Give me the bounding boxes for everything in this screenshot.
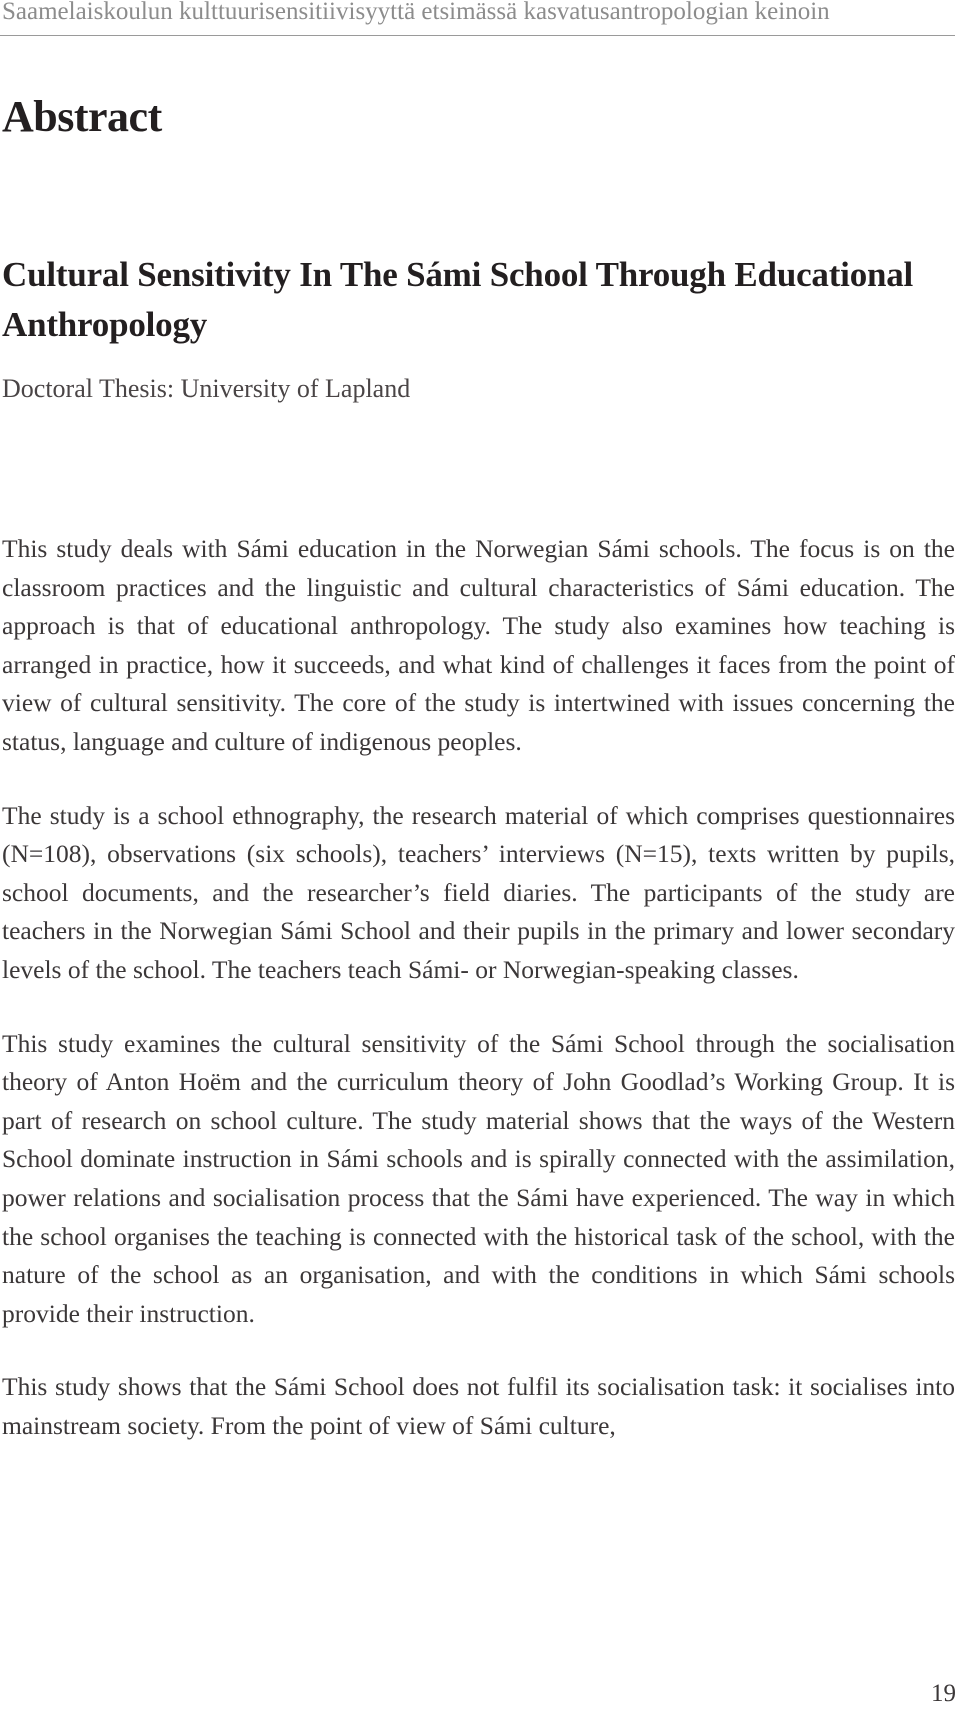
thesis-title: Cultural Sensitivity In The Sámi School Through Educational Anthropology <box>2 255 914 344</box>
abstract-paragraph-4: This study shows that the Sámi School does not fulfil its socialisation task: it socialises into mainstream society. From the point of view of Sámi culture, <box>2 1372 955 1440</box>
running-header: Saamelaiskoulun kulttuurisensitiivisyyttä etsimässä kasvatusantropologian keinoin <box>2 0 830 25</box>
header-divider <box>0 35 955 36</box>
abstract-heading: Abstract <box>2 92 162 141</box>
abstract-body <box>2 530 955 1480</box>
thesis-info: Doctoral Thesis: University of Lapland <box>2 374 411 403</box>
abstract-paragraph-3: This study examines the cultural sensitivity of the Sámi School through the socialisation theory of Anton Hoëm and the curriculum theory of John Goodlad’s Working Group. It is part of research on school culture. The study material shows that the ways of the Western School dominate instruction in Sámi schools and is spirally connected with the assimilation, power relations and socialisation process that the Sámi have experienced. The way in which the school organises the teaching is connected with the historical task of the school, with the nature of the school as an organisation, and with the conditions in which Sámi schools provide their instruction. <box>2 1028 955 1328</box>
abstract-paragraph-1: This study deals with Sámi education in the Norwegian Sámi schools. The focus is on the classroom practices and the linguistic and cultural characteristics of Sámi education. The approach is that of educational anthropology. The study also examines how teaching is arranged in practice, how it succeeds, and what kind of challenges it faces from the point of view of cultural sensitivity. The core of the study is intertwined with issues concerning the status, language and culture of indigenous peoples. <box>2 534 955 756</box>
abstract-paragraph-2: The study is a school ethnography, the research material of which comprises questionnaires (N=108), observations (six schools), teachers’ interviews (N=15), texts written by pupils, school documents, and the researcher’s field diaries. The participants of the study are teachers in the Norwegian Sámi School and their pupils in the primary and lower secondary levels of the school. The teachers teach Sámi- or Norwegian-speaking classes. <box>2 800 955 984</box>
page-number: 19 <box>931 1680 956 1707</box>
